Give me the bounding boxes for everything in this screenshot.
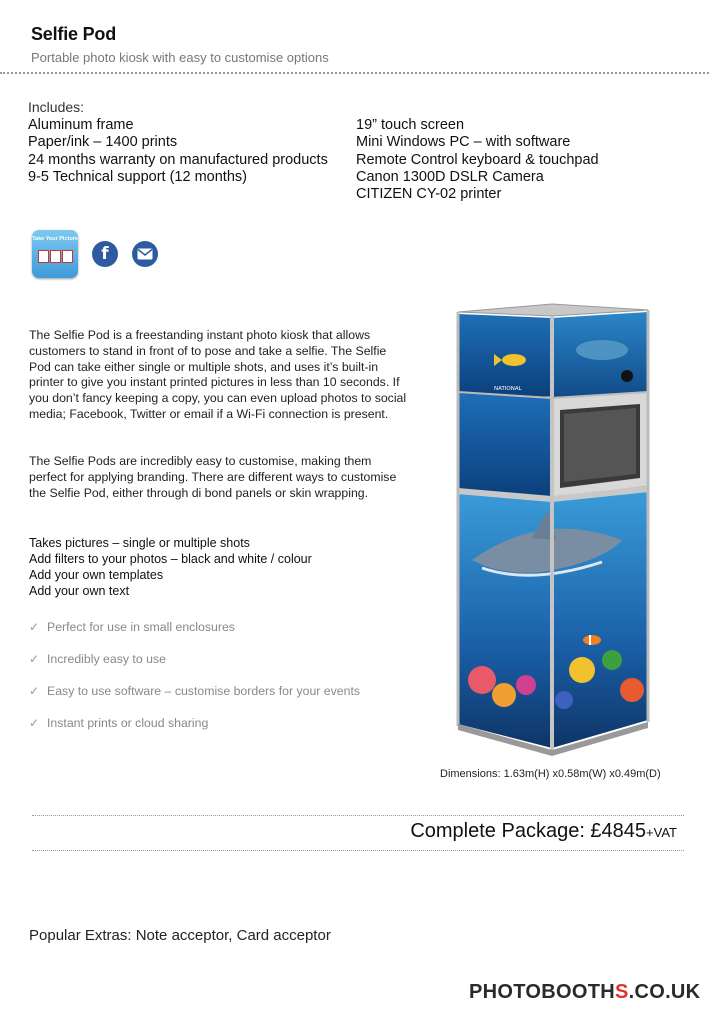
includes-item: Remote Control keyboard & touchpad xyxy=(356,151,599,168)
includes-right-list xyxy=(356,117,599,203)
facebook-icon[interactable]: f xyxy=(92,241,118,267)
includes-left-list xyxy=(28,117,328,186)
photobooths-logo: PHOTOBOOTHS.CO.UK xyxy=(469,981,701,1003)
price-label xyxy=(410,820,677,843)
checklist-item: ✓ Perfect for use in small enclosures xyxy=(29,620,235,634)
price-divider-top xyxy=(32,815,684,816)
checkmark-icon: ✓ xyxy=(29,684,40,698)
checklist-item: ✓ Incredibly easy to use xyxy=(29,652,166,666)
price-amount: Complete Package: £4845 xyxy=(410,820,647,842)
feature-item: Add your own templates xyxy=(29,568,164,582)
checkmark-icon: ✓ xyxy=(29,620,40,634)
page-subtitle: Portable photo kiosk with easy to customise options xyxy=(31,50,329,65)
checklist-item: ✓ Instant prints or cloud sharing xyxy=(29,716,209,730)
includes-heading: Includes: xyxy=(28,99,85,115)
feature-icons xyxy=(32,230,158,278)
feature-list xyxy=(29,535,312,599)
selfie-pod-kiosk-image xyxy=(452,300,662,760)
dimensions-label: Dimensions: 1.63m(H) x0.58m(W) x0.49m(D) xyxy=(440,768,661,780)
includes-item: 24 months warranty on manufactured products xyxy=(28,151,328,168)
includes-item: 19” touch screen xyxy=(356,117,465,133)
includes-item: Paper/ink – 1400 prints xyxy=(28,134,178,151)
includes-item: Canon 1300D DSLR Camera xyxy=(356,168,544,185)
description-paragraph-2: The Selfie Pods are incredibly easy to customise, making them perfect for applying branding. There are different ways to customise the Selfie Pod, either through di bond panels or skin wrapping. xyxy=(29,454,397,500)
checklist-item: ✓ Easy to use software – customise borders for your events xyxy=(29,684,361,698)
includes-item: Mini Windows PC – with software xyxy=(356,134,571,151)
price-vat: +VAT xyxy=(646,825,677,840)
includes-item: CITIZEN CY-02 printer xyxy=(356,186,502,203)
includes-item: 9-5 Technical support (12 months) xyxy=(28,168,247,185)
checklist xyxy=(29,611,360,739)
feature-item: Takes pictures – single or multiple shots xyxy=(29,536,250,550)
photo-app-icon: Take Your Picture xyxy=(32,230,78,278)
popular-extras: Popular Extras: Note acceptor, Card acceptor xyxy=(29,927,331,944)
checkmark-icon: ✓ xyxy=(29,652,40,666)
includes-item: Aluminum frame xyxy=(28,117,134,133)
header-divider xyxy=(0,72,709,74)
page-title: Selfie Pod xyxy=(31,24,117,44)
checkmark-icon: ✓ xyxy=(29,716,40,730)
feature-item: Add filters to your photos – black and white / colour xyxy=(29,552,312,566)
description-paragraph-1: The Selfie Pod is a freestanding instant photo kiosk that allows customers to stand in front of to pose and take a selfie. The Selfie Pod can take either single or multiple shots, and uses it’s built-in printer to give you instant printed pictures in less than 10 seconds. If you don’t fancy keeping a copy, you can even upload photos to social media; Facebook, Twitter or email if a Wi-Fi connection is present. xyxy=(29,328,407,421)
email-icon[interactable] xyxy=(132,241,158,267)
price-divider-bottom xyxy=(32,850,684,851)
feature-item: Add your own text xyxy=(29,584,130,598)
kiosk-logo-national: NATIONAL xyxy=(494,386,522,392)
